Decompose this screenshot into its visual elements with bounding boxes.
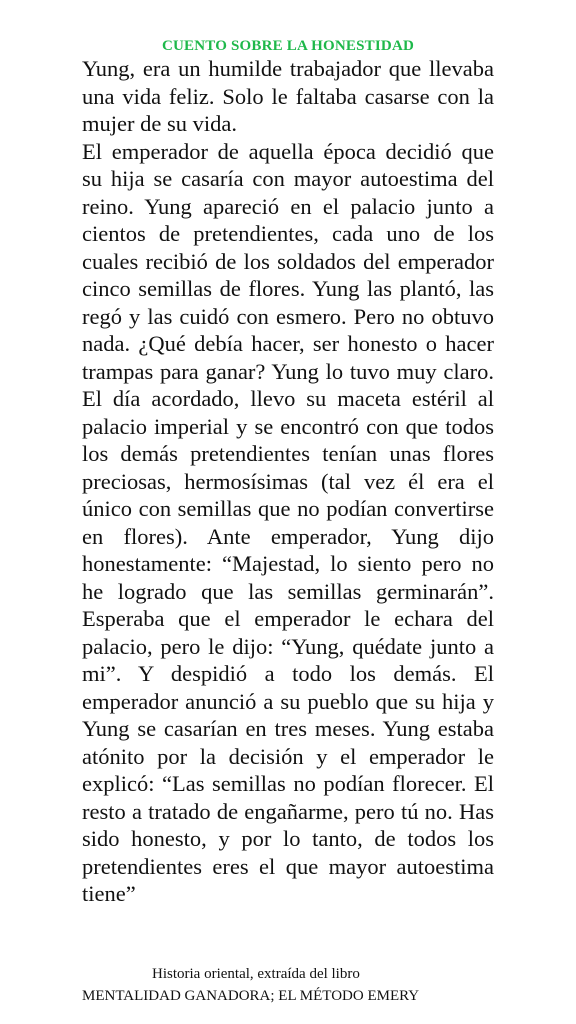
footer-book-title: MENTALIDAD GANADORA; EL MÉTODO EMERY — [82, 988, 420, 1004]
story-body — [82, 55, 494, 908]
story-title: CUENTO SOBRE LA HONESTIDAD — [161, 38, 415, 54]
story-paragraph-main: El emperador de aquella época decidió que su hija se casaría con mayor autoestima del reino. Yung apareció en el palacio junto a cientos de pretendientes, cada uno de los cuales recibió de los soldados del emperador cinco semillas de flores. Yung las plantó, las regó y las cuidó con esmero. Pero no obtuvo nada. ¿Qué debía hacer, ser honesto o hacer trampas para ganar? Yung lo tuvo muy claro. El día acordado, llevo su maceta estéril al palacio imperial y se encontró con que todos los demás pretendientes tenían unas flores preciosas, hermosísimas (tal vez él era el único con semillas que no podían convertirse en flores). Ante emperador, Yung dijo honestamente: “Majestad, lo siento pero no he logrado que las semillas germinarán”. Esperaba que el emperador le echara del palacio, pero le dijo: “Yung, quédate junto a mi”. Y despidió a todo los demás. El emperador anunció a su pueblo que su hija y Yung se casarían en tres meses. Yung estaba atónito por la decisión y el emperador le explicó: “Las semillas no podían florecer. El resto a tratado de engañarme, pero tú no. Has sido honesto, y por lo tanto, de todos los pretendientes eres el que mayor autoestima tiene” — [82, 138, 494, 906]
story-paragraph-intro: Yung, era un humilde trabajador que llevaba una vida feliz. Solo le faltaba casarse con la mujer de su vida. — [82, 56, 494, 136]
footer-source-line: Historia oriental, extraída del libro — [152, 966, 360, 982]
